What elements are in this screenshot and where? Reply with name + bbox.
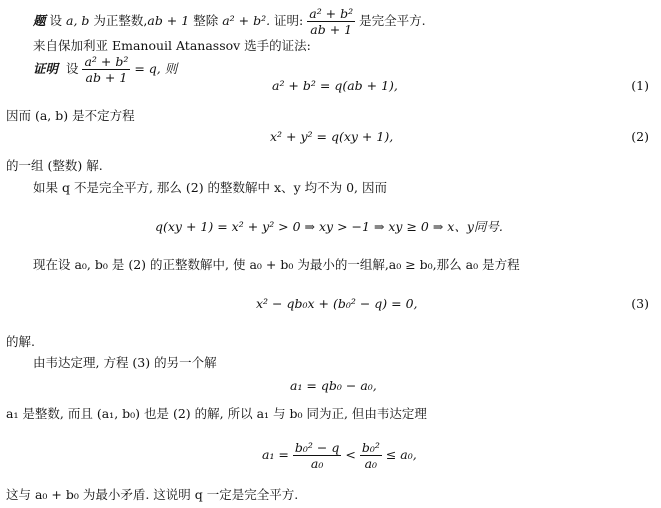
equation-1: a² + b² = q(ab + 1), [272,78,398,93]
line-vieta: 由韦达定理, 方程 (3) 的另一个解 [33,355,217,370]
equation-a1: a₁ = qb₀ − a₀, [290,378,377,393]
equation-3-number: (3) [631,296,649,311]
final-rhs: ≤ a₀, [385,447,417,462]
final-fraction-1 [293,440,341,471]
problem-text: 是完全平方. [359,13,426,28]
proof-fraction [82,54,130,85]
line-of: 的解. [6,334,35,349]
final-lhs: a₁ = [262,447,289,462]
problem-fraction [307,6,355,37]
proof-intro [33,54,177,85]
equation-chain: q(xy + 1) = x² + y² > 0 ⇒ xy > −1 ⇒ xy ≥ 0 ⇒ x、y同号. [155,219,503,234]
conclusion: 这与 a₀ + b₀ 为最小矛盾. 这说明 q 一定是完全平方. [6,487,299,502]
problem-label: 题 [33,13,46,28]
final-lt: < [345,447,356,462]
problem-statement [33,6,426,37]
proof-text: 设 [65,61,79,76]
fraction-numerator: a² + b² [84,54,129,69]
fraction-denominator: ab + 1 [310,22,353,37]
fraction-denominator: ab + 1 [85,70,128,85]
line-now: 现在设 a₀, b₀ 是 (2) 的正整数解中, 使 a₀ + b₀ 为最小的一组解,a₀ ≥ b₀,那么 a₀ 是方程 [33,257,520,272]
final-fraction-2 [360,440,382,471]
fraction-denominator: a₀ [310,456,324,471]
proof-label: 证明 [33,61,59,76]
equation-final [262,440,417,471]
equation-1-number: (1) [631,78,649,93]
problem-text: 为正整数, [93,13,148,28]
equation-3: x² − qb₀x + (b₀² − q) = 0, [256,296,418,311]
equation-2: x² + y² = q(xy + 1), [270,129,394,144]
fraction-numerator: b₀² [361,440,380,455]
problem-text: 证明: [274,13,304,28]
line-a1: a₁ 是整数, 而且 (a₁, b₀) 也是 (2) 的解, 所以 a₁ 与 b₀ 同为正, 但由韦达定理 [6,406,427,421]
proof-text: = q, 则 [134,61,178,76]
problem-text: 整除 [193,13,219,28]
line-if: 如果 q 不是完全平方, 那么 (2) 的整数解中 x、y 均不为 0, 因而 [33,180,387,195]
line-thus: 因而 (a, b) 是不定方程 [6,108,135,123]
problem-math: a, b [66,13,90,28]
fraction-numerator: a² + b² [309,6,354,21]
fraction-numerator: b₀² − q [294,440,340,455]
line-solution: 的一组 (整数) 解. [6,158,103,173]
equation-2-number: (2) [631,129,649,144]
problem-math: ab + 1 [147,13,190,28]
source-line: 来自保加利亚 Emanouil Atanassov 选手的证法: [33,38,311,53]
problem-math: a² + b². [222,13,271,28]
problem-text: 设 [49,13,63,28]
fraction-denominator: a₀ [364,456,378,471]
